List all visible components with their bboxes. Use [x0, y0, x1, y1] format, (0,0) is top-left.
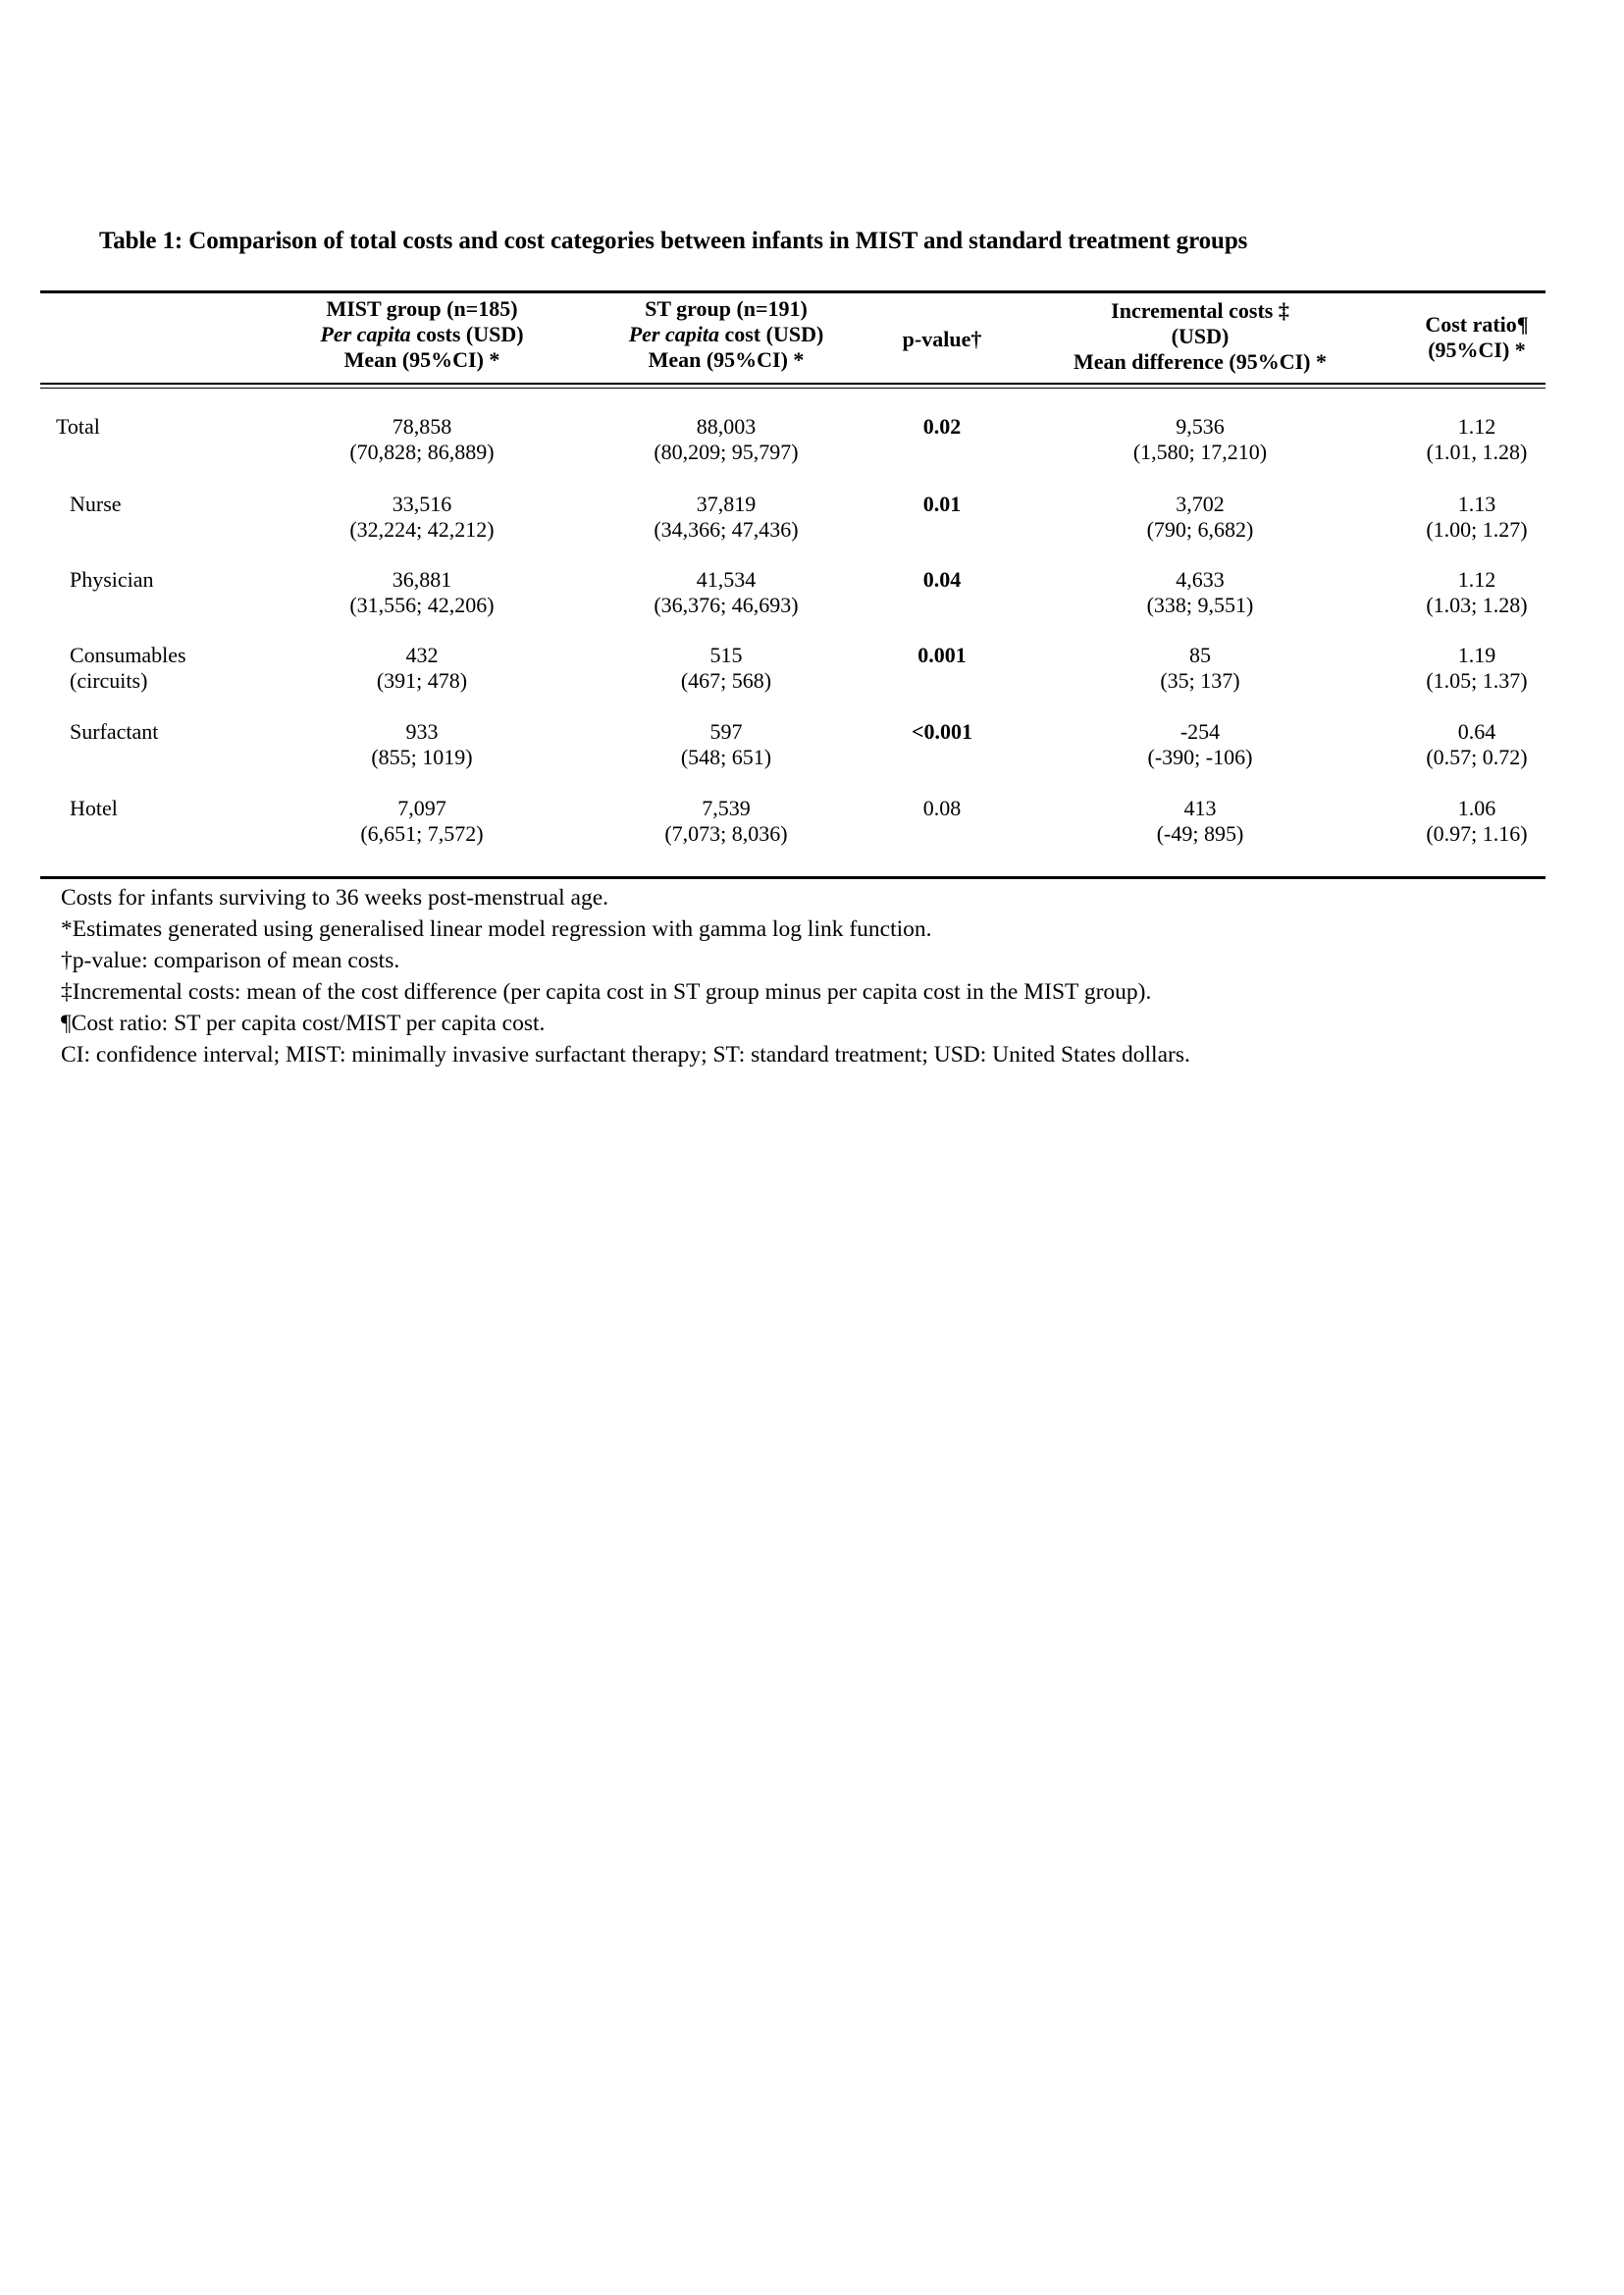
cell-mist-surfactant: 933 (855; 1019) [371, 719, 473, 769]
cell-mist-consumables: 432 (391; 478) [376, 643, 468, 693]
header-mist-line3: Mean (95%CI) * [343, 347, 500, 372]
cell-st-surfactant: 597 (548; 651) [680, 719, 772, 769]
table-bottom-rule [40, 876, 1545, 879]
cell-mist-nurse: 33,516 (32,224; 42,212) [349, 492, 495, 542]
header-mist-line2: costs (USD) [410, 322, 524, 346]
table-top-rule [40, 290, 1545, 293]
cell-st-physician: 41,534 (36,376; 46,693) [654, 567, 799, 617]
cell-mist-total: 78,858 (70,828; 86,889) [349, 414, 495, 464]
cell-inc-nurse: 3,702 (790; 6,682) [1146, 492, 1254, 542]
header-incremental-line3: Mean difference (95%CI) * [1073, 349, 1328, 374]
header-ratio [1379, 312, 1575, 363]
header-pvalue [883, 327, 1001, 352]
header-mist [285, 296, 559, 373]
cell-pvalue-surfactant: <0.001 [911, 719, 973, 744]
cell-pvalue-physician: 0.04 [922, 567, 962, 592]
note-cohort: Costs for infants surviving to 36 weeks post-menstrual age. [61, 885, 609, 911]
cell-inc-hotel: 413 (-49; 895) [1156, 796, 1244, 846]
cell-pvalue-consumables: 0.001 [917, 643, 967, 667]
row-label-consumables: Consumables (circuits) [70, 643, 186, 693]
cell-st-hotel: 7,539 (7,073; 8,036) [664, 796, 788, 846]
row-label-nurse: Nurse [70, 492, 122, 516]
row-label-total: Total [56, 414, 100, 439]
cell-mist-physician: 36,881 (31,556; 42,206) [349, 567, 495, 617]
header-rule [40, 383, 1545, 385]
cell-inc-surfactant: -254 (-390; -106) [1147, 719, 1253, 769]
cell-ratio-physician: 1.12 (1.03; 1.28) [1426, 567, 1528, 617]
cell-st-nurse: 37,819 (34,366; 47,436) [654, 492, 799, 542]
row-label-physician: Physician [70, 567, 154, 592]
row-label-hotel: Hotel [70, 796, 118, 820]
cell-inc-consumables: 85 (35; 137) [1160, 643, 1240, 693]
cell-pvalue-nurse: 0.01 [922, 492, 962, 516]
header-mist-italic: Per capita [320, 322, 411, 346]
header-st-line2: cost (USD) [718, 322, 824, 346]
cell-inc-physician: 4,633 (338; 9,551) [1146, 567, 1254, 617]
note-estimates: *Estimates generated using generalised linear model regression with gamma log link function. [61, 916, 932, 942]
table-notes [61, 882, 1190, 1070]
cell-mist-hotel: 7,097 (6,651; 7,572) [360, 796, 484, 846]
cell-ratio-consumables: 1.19 (1.05; 1.37) [1426, 643, 1528, 693]
cell-st-consumables: 515 (467; 568) [680, 643, 772, 693]
header-st-line3: Mean (95%CI) * [648, 347, 805, 372]
header-rule-thin [40, 388, 1545, 389]
header-st-italic: Per capita [628, 322, 719, 346]
cell-pvalue-total: 0.02 [922, 414, 962, 439]
cell-pvalue-hotel: 0.08 [922, 796, 962, 820]
header-ratio-line2: (95%CI) * [1428, 338, 1526, 362]
note-cost-ratio: ¶Cost ratio: ST per capita cost/MIST per capita cost. [61, 1011, 546, 1036]
header-incremental-line2: (USD) [1171, 324, 1230, 348]
header-ratio-line1: Cost ratio¶ [1425, 312, 1529, 337]
cell-ratio-total: 1.12 (1.01, 1.28) [1426, 414, 1528, 464]
cell-st-total: 88,003 (80,209; 95,797) [654, 414, 799, 464]
cell-ratio-nurse: 1.13 (1.00; 1.27) [1426, 492, 1528, 542]
header-st-line1: ST group (n=191) [645, 296, 808, 321]
header-st [589, 296, 864, 373]
header-incremental [1038, 298, 1362, 375]
cell-inc-total: 9,536 (1,580; 17,210) [1132, 414, 1268, 464]
note-abbreviations: CI: confidence interval; MIST: minimally invasive surfactant therapy; ST: standard treatment; USD: United States dollars. [61, 1042, 1190, 1068]
header-pvalue-line1: p-value† [902, 327, 982, 351]
header-mist-line1: MIST group (n=185) [326, 296, 518, 321]
cell-ratio-hotel: 1.06 (0.97; 1.16) [1426, 796, 1528, 846]
row-label-surfactant: Surfactant [70, 719, 159, 744]
table-title: Table 1: Comparison of total costs and cost categories between infants in MIST and standard treatment groups [99, 228, 1248, 254]
note-incremental: ‡Incremental costs: mean of the cost difference (per capita cost in ST group minus per capita cost in the MIST group). [61, 979, 1152, 1005]
cell-ratio-surfactant: 0.64 (0.57; 0.72) [1426, 719, 1528, 769]
note-pvalue: †p-value: comparison of mean costs. [61, 948, 400, 973]
header-incremental-line1: Incremental costs ‡ [1111, 298, 1289, 323]
